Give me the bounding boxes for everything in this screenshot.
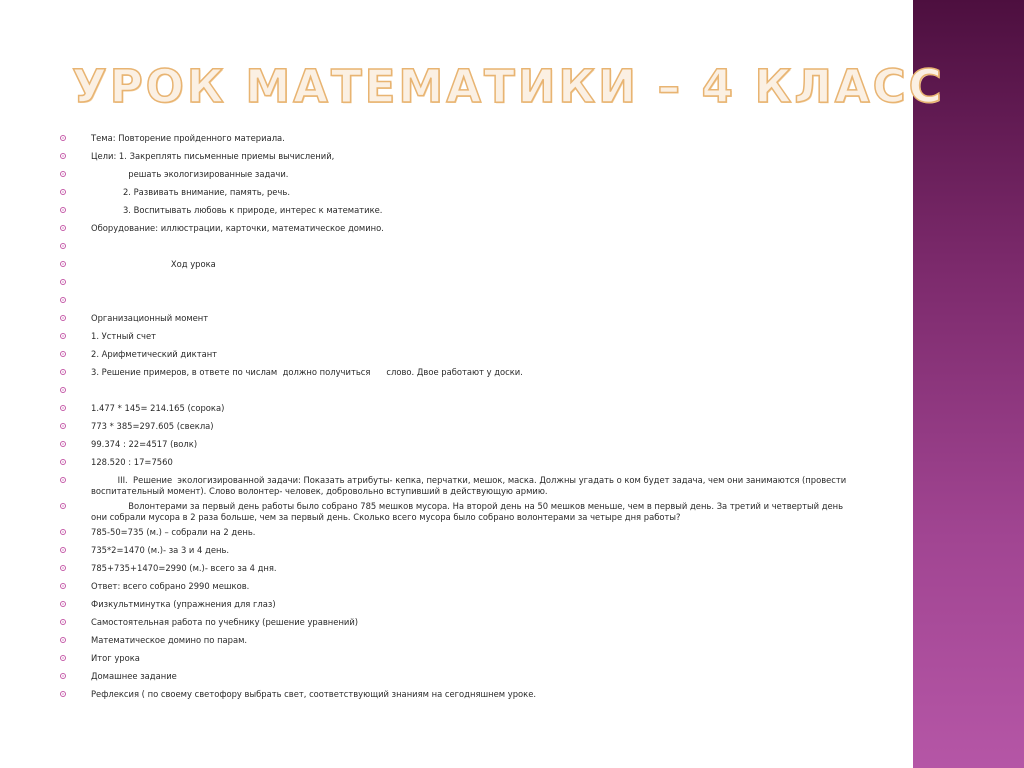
bullet-icon [60, 171, 66, 177]
list-item [60, 653, 860, 671]
list-item [60, 563, 860, 581]
slide-content-list [60, 133, 860, 707]
list-item [60, 403, 860, 421]
bullet-icon [60, 297, 66, 303]
bullet-icon [60, 565, 66, 571]
list-item-text: решать экологизированные задачи. [91, 169, 289, 179]
list-item-text: Физкультминутка (упражнения для глаз) [91, 599, 276, 609]
list-item-text: Домашнее задание [91, 671, 177, 681]
bullet-icon [60, 529, 66, 535]
list-item [60, 259, 860, 277]
list-item [60, 349, 860, 367]
bullet-icon [60, 423, 66, 429]
list-item [60, 187, 860, 205]
bullet-icon [60, 225, 66, 231]
list-item [60, 331, 860, 349]
bullet-icon [60, 459, 66, 465]
bullet-icon [60, 477, 66, 483]
list-item [60, 581, 860, 599]
list-item [60, 277, 860, 295]
list-item-text: Итог урока [91, 653, 140, 663]
bullet-icon [60, 261, 66, 267]
list-item [60, 617, 860, 635]
bullet-icon [60, 655, 66, 661]
list-item-text: 3. Решение примеров, в ответе по числам должно получиться слово. Двое работают у доски. [91, 367, 523, 377]
bullet-icon [60, 547, 66, 553]
list-item [60, 169, 860, 187]
list-item-text: Организационный момент [91, 313, 209, 323]
slide-title: УРОК МАТЕМАТИКИ – 4 КЛАСС [72, 60, 945, 113]
list-item [60, 313, 860, 331]
list-item-text: 3. Воспитывать любовь к природе, интерес к математике. [91, 205, 383, 215]
bullet-icon [60, 619, 66, 625]
list-item-text: Ход урока [91, 259, 216, 269]
bullet-icon [60, 351, 66, 357]
bullet-icon [60, 153, 66, 159]
list-item-text: 735*2=1470 (м.)- за 3 и 4 день. [91, 545, 230, 555]
bullet-icon [60, 441, 66, 447]
list-item-text: Ответ: всего собрано 2990 мешков. [91, 581, 250, 591]
decorative-side-bar [913, 0, 1024, 768]
list-item [60, 367, 860, 385]
bullet-icon [60, 637, 66, 643]
list-item [60, 241, 860, 259]
bullet-icon [60, 243, 66, 249]
list-item-text: 99.374 : 22=4517 (волк) [91, 439, 198, 449]
list-item-text: 773 * 385=297.605 (свекла) [91, 421, 214, 431]
list-item-text: III. Решение экологизированной задачи: Показать атрибуты- кепка, перчатки, мешок, маска. Должны угадать о ком будет задача, чем они занимаются (провести воспитательный момент). Слово волонтер- человек, добровольно вступивший в действующую армию. [91, 475, 849, 496]
list-item-text: Цели: 1. Закреплять письменные приемы вычислений, [91, 151, 335, 161]
list-item-text: 2. Арифметический диктант [91, 349, 218, 359]
bullet-icon [60, 387, 66, 393]
list-item [60, 475, 860, 501]
bullet-icon [60, 405, 66, 411]
bullet-icon [60, 315, 66, 321]
list-item-text: Тема: Повторение пройденного материала. [91, 133, 285, 143]
bullet-icon [60, 673, 66, 679]
bullet-icon [60, 207, 66, 213]
bullet-icon [60, 691, 66, 697]
bullet-icon [60, 333, 66, 339]
list-item [60, 635, 860, 653]
bullet-icon [60, 279, 66, 285]
list-item [60, 421, 860, 439]
bullet-icon [60, 601, 66, 607]
list-item [60, 689, 860, 707]
list-item [60, 501, 860, 527]
list-item [60, 599, 860, 617]
list-item-text: 2. Развивать внимание, память, речь. [91, 187, 290, 197]
bullet-icon [60, 369, 66, 375]
bullet-icon [60, 135, 66, 141]
list-item [60, 545, 860, 563]
list-item-text: Волонтерами за первый день работы было собрано 785 мешков мусора. На второй день на 50 мешков меньше, чем в первый день. За третий и четвертый день они собрали мусора в 2 раза больше, чем за первый день. Сколько всего мусора было собрано волонтерами за четыре дня работы? [91, 501, 846, 522]
bullet-icon [60, 583, 66, 589]
list-item [60, 133, 860, 151]
list-item-text: Рефлексия ( по своему светофору выбрать свет, соответствующий знаниям на сегодняшнем уроке. [91, 689, 537, 699]
list-item-text: 128.520 : 17=7560 [91, 457, 173, 467]
list-item-text: 1. Устный счет [91, 331, 157, 341]
list-item [60, 295, 860, 313]
bullet-icon [60, 503, 66, 509]
bullet-icon [60, 189, 66, 195]
list-item-text: Математическое домино по парам. [91, 635, 248, 645]
list-item [60, 151, 860, 169]
list-item [60, 223, 860, 241]
list-item [60, 385, 860, 403]
list-item [60, 671, 860, 689]
list-item-text: Самостоятельная работа по учебнику (решение уравнений) [91, 617, 359, 627]
list-item-text: 785-50=735 (м.) – собрали на 2 день. [91, 527, 256, 537]
list-item [60, 457, 860, 475]
list-item [60, 527, 860, 545]
list-item [60, 439, 860, 457]
list-item-text: Оборудование: иллюстрации, карточки, математическое домино. [91, 223, 384, 233]
list-item-text: 1.477 * 145= 214.165 (сорока) [91, 403, 225, 413]
list-item [60, 205, 860, 223]
list-item-text: 785+735+1470=2990 (м.)- всего за 4 дня. [91, 563, 277, 573]
